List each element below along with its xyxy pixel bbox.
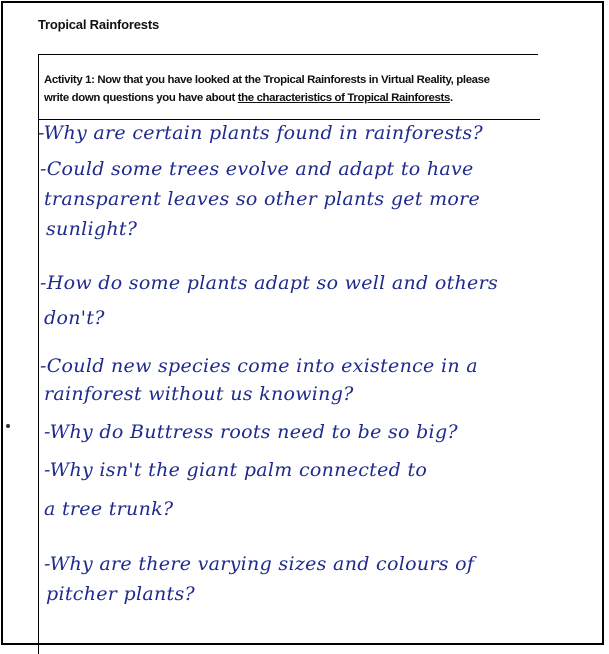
handwritten-line: -Why are certain plants found in rainforests? bbox=[38, 122, 483, 144]
handwritten-line: -Why are there varying sizes and colours of bbox=[44, 553, 475, 575]
handwritten-line: pitcher plants? bbox=[46, 583, 195, 605]
handwritten-line: -Why do Buttress roots need to be so big? bbox=[44, 421, 458, 443]
handwritten-line: -Could new species come into existence in a bbox=[40, 355, 478, 377]
handwritten-line: a tree trunk? bbox=[44, 498, 174, 520]
handwritten-line: rainforest without us knowing? bbox=[44, 383, 354, 405]
activity-prompt-suffix: . bbox=[449, 92, 453, 104]
handwritten-line: -How do some plants adapt so well and others bbox=[40, 272, 499, 294]
handwritten-line: don't? bbox=[44, 307, 105, 329]
activity-prompt-line-1 bbox=[44, 71, 539, 89]
activity-prompt bbox=[44, 71, 539, 107]
header-divider bbox=[38, 119, 540, 120]
activity-prompt-text: Now that you have looked at the Tropical Rainforests in Virtual Reality, please bbox=[94, 74, 490, 86]
handwritten-line: sunlight? bbox=[46, 218, 138, 240]
activity-label: Activity 1: bbox=[44, 74, 95, 86]
handwritten-line: -Why isn't the giant palm connected to bbox=[44, 459, 428, 481]
handwritten-line: transparent leaves so other plants get more bbox=[44, 188, 481, 210]
activity-prompt-line-2 bbox=[44, 89, 539, 107]
activity-prompt-prefix: write down questions you have about bbox=[44, 92, 238, 104]
margin-mark bbox=[6, 424, 10, 428]
activity-prompt-underlined: the characteristics of Tropical Rainforests bbox=[237, 92, 450, 104]
handwritten-line: -Could some trees evolve and adapt to have bbox=[40, 158, 474, 180]
page-title: Tropical Rainforests bbox=[38, 17, 159, 32]
